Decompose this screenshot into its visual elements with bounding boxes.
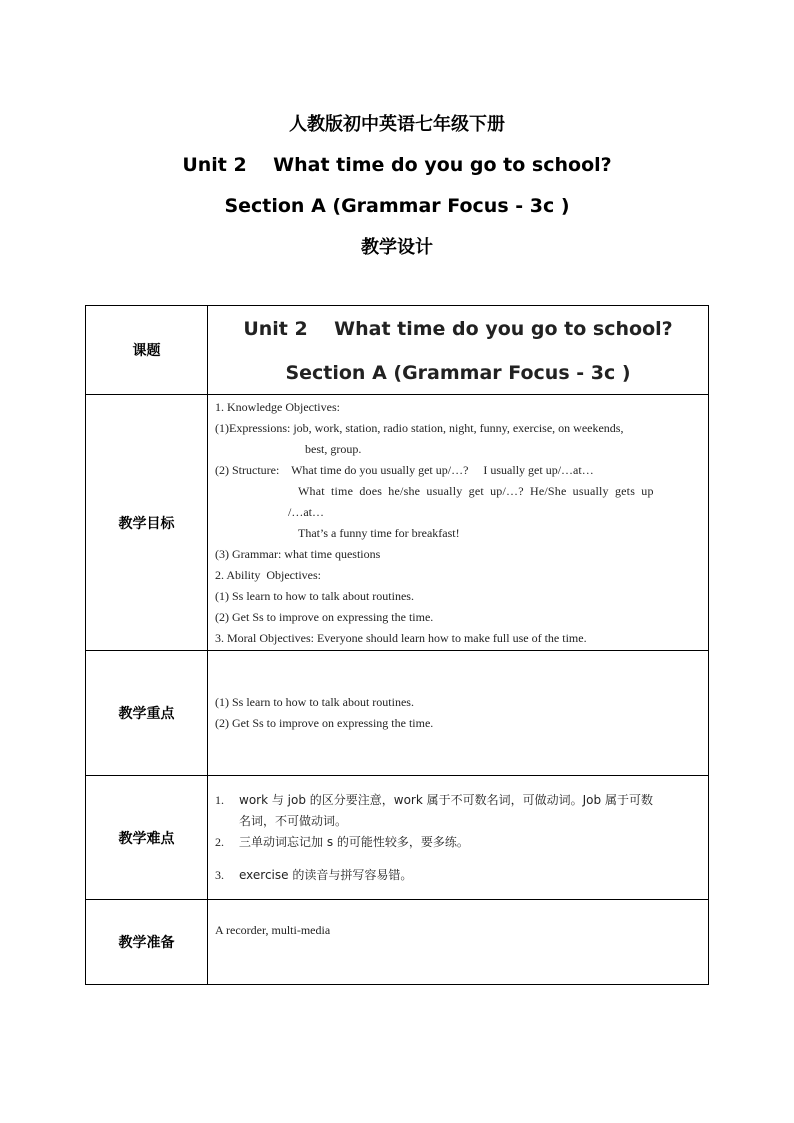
section-title: Section A (Grammar Focus - 3c ) [224,195,570,217]
difficulty-text-1-continued: 名词，不可做动词。 [239,813,348,828]
difficulties-label: 教学难点 [86,776,208,900]
knowledge-heading: 1. Knowledge Objectives: [215,399,340,414]
difficulty-text-1: work 与 job 的区分要注意，work 属于不可数名词，可做动词。Job 属于可数 [239,792,653,807]
preparation-label: 教学准备 [86,900,208,985]
topic-label: 课题 [86,306,208,395]
grammar-line: (3) Grammar: what time questions [215,546,381,561]
difficulty-text-3: exercise 的读音与拼写容易错。 [239,867,413,882]
difficulty-item-2 [208,832,708,853]
difficulty-item-1 [208,790,708,832]
preparation-cell [208,900,709,985]
unit-title: Unit 2 What time do you go to school? [182,154,612,176]
key-point-1: (1) Ss learn to how to talk about routines. [215,695,414,709]
key-points-row [86,651,709,776]
difficulty-number-3: 3. [215,867,224,882]
structure-line: (2) Structure: What time do you usually get up/…? I usually get up/…at… [215,462,594,477]
difficulty-text-2: 三单动词忘记加 s 的可能性较多，要多练。 [239,834,469,849]
objectives-row [86,395,709,651]
book-title: 人教版初中英语七年级下册 [289,114,505,135]
preparation-row [86,900,709,985]
topic-row [86,306,709,395]
objectives-label: 教学目标 [86,395,208,651]
difficulty-number-1: 1. [215,792,224,807]
objectives-cell [208,395,709,651]
topic-section-title: Section A (Grammar Focus - 3c ) [285,362,631,384]
document-title-block [0,104,794,268]
moral-objectives: 3. Moral Objectives: Everyone should learn how to make full use of the time. [215,630,587,645]
structure-line-2: What time does he/she usually get up/…? He/She usually gets up [298,483,654,498]
ability-item-1: (1) Ss learn to how to talk about routines. [215,588,414,603]
expressions-continued: best, group. [305,441,362,456]
ability-item-2: (2) Get Ss to improve on expressing the time. [215,609,434,624]
design-title: 教学设计 [361,237,433,258]
difficulty-number-2: 2. [215,834,224,849]
expressions-line: (1)Expressions: job, work, station, radio station, night, funny, exercise, on weekends, [215,420,624,435]
key-points-label: 教学重点 [86,651,208,776]
structure-line-4: That’s a funny time for breakfast! [298,525,460,540]
structure-line-3: /…at… [288,504,324,519]
topic-unit-title: Unit 2 What time do you go to school? [243,318,673,340]
preparation-text: A recorder, multi-media [215,923,331,937]
lesson-plan-table [85,305,709,985]
ability-heading: 2. Ability Objectives: [215,567,321,582]
topic-cell [208,306,709,395]
difficulties-row [86,776,709,900]
difficulty-item-3 [208,865,708,886]
key-points-cell [208,651,709,776]
key-point-2: (2) Get Ss to improve on expressing the time. [215,716,434,730]
difficulties-cell [208,776,709,900]
